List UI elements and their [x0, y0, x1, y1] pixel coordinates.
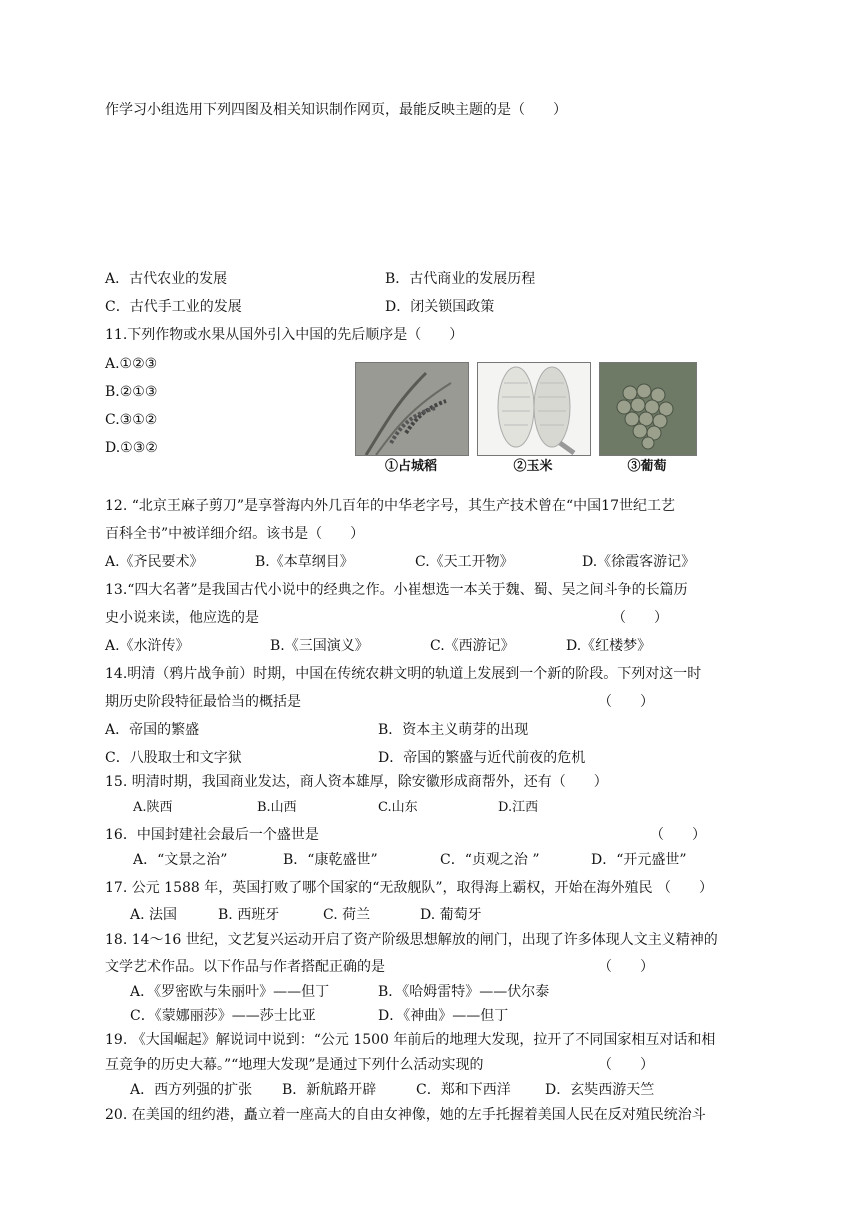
- q13-option-d: D.《红楼梦》: [566, 638, 652, 654]
- q18-stem-line2: 文学艺术作品。以下作品与作者搭配正确的是: [105, 959, 385, 975]
- q10-option-c: C．古代手工业的发展: [105, 299, 242, 315]
- q16-answer-blank: （ ）: [650, 827, 706, 843]
- corn-image: [477, 362, 591, 456]
- q11-option-d: D.①③②: [105, 440, 158, 456]
- q19-option-b: B．新航路开辟: [282, 1082, 377, 1098]
- q19-stem-line1: 19. 《大国崛起》解说词中说到：“公元 1500 年前后的地理大发现，拉开了不同国家相互对话和相: [105, 1032, 716, 1048]
- q13-answer-blank: （ ）: [612, 610, 668, 626]
- q10-option-b: B．古代商业的发展历程: [385, 271, 536, 287]
- q15-option-b: B.山西: [257, 800, 297, 815]
- q11-option-a: A.①②③: [105, 356, 158, 372]
- q12-option-d: D.《徐霞客游记》: [582, 554, 696, 570]
- q13-option-a: A.《水浒传》: [105, 638, 190, 654]
- crops-figure: [341, 358, 761, 480]
- q10-option-a: A．古代农业的发展: [105, 271, 228, 287]
- q15-option-c: C.山东: [378, 800, 418, 815]
- q18-stem-line1: 18. 14～16 世纪，文艺复兴运动开启了资产阶级思想解放的闸门，出现了许多体现人文主义精神的: [105, 932, 718, 948]
- q13-option-c: C.《西游记》: [430, 638, 515, 654]
- q17-option-a: A. 法国: [130, 907, 178, 923]
- q12-stem-line2: 百科全书”中被详细介绍。该书是（ ）: [105, 526, 365, 542]
- q14-option-c: C．八股取士和文字狱: [105, 750, 242, 766]
- q19-answer-blank: （ ）: [598, 1057, 654, 1073]
- q12-stem-line1: 12. “北京王麻子剪刀”是享誉海内外几百年的中华老字号，其生产技术曾在“中国17世纪工艺: [105, 498, 675, 514]
- q18-option-c: C．《蒙娜丽莎》——莎士比亚: [130, 1008, 316, 1024]
- q14-option-b: B．资本主义萌芽的出现: [378, 722, 529, 738]
- q17-option-d: D. 葡萄牙: [420, 907, 482, 923]
- q17-option-b: B. 西班牙: [218, 907, 280, 923]
- q15-option-a: A.陕西: [133, 800, 173, 815]
- q14-answer-blank: （ ）: [598, 694, 654, 710]
- q12-option-a: A.《齐民要术》: [105, 554, 204, 570]
- q16-option-c: C．“贞观之治 ”: [440, 852, 540, 868]
- q16-option-a: A．“文景之治”: [133, 852, 228, 868]
- q20-stem: 20. 在美国的纽约港，矗立着一座高大的自由女神像，她的左手托握着美国人民在反对殖民统治斗: [105, 1107, 706, 1123]
- q18-option-a: A．《罗密欧与朱丽叶》——但丁: [130, 984, 330, 1000]
- q16-option-d: D．“开元盛世”: [591, 852, 687, 868]
- q15-option-d: D.江西: [498, 800, 539, 815]
- q18-option-d: D．《神曲》——但丁: [378, 1008, 509, 1024]
- q13-option-b: B.《三国演义》: [270, 638, 369, 654]
- q14-stem-line2: 期历史阶段特征最恰当的概括是: [105, 694, 301, 710]
- q10-stem: 作学习小组选用下列四图及相关知识制作网页，最能反映主题的是（ ）: [105, 102, 567, 118]
- q11-option-c: C.③①②: [105, 412, 158, 428]
- q14-stem-line1: 14.明清（鸦片战争前）时期，中国在传统农耕文明的轨道上发展到一个新的阶段。下列对这一时: [105, 666, 702, 682]
- grapes-image: [599, 362, 697, 456]
- q17-stem: 17. 公元 1588 年，英国打败了哪个国家的“无敌舰队”，取得海上霸权，开始在海外殖民 （ ）: [105, 880, 714, 896]
- q12-option-c: C.《天工开物》: [415, 554, 514, 570]
- q13-stem-line1: 13.“四大名著”是我国古代小说中的经典之作。小崔想选一本关于魏、蜀、吴之间斗争的长篇历: [105, 582, 688, 598]
- q17-option-c: C. 荷兰: [323, 907, 371, 923]
- q19-option-c: C．郑和下西洋: [416, 1082, 511, 1098]
- caption-grapes: ③葡萄: [627, 459, 667, 474]
- q16-stem: 16．中国封建社会最后一个盛世是: [105, 827, 319, 843]
- q19-stem-line2: 互竞争的历史大幕。”“地理大发现”是通过下列什么活动实现的: [105, 1057, 484, 1073]
- q11-option-b: B.②①③: [105, 384, 158, 400]
- caption-corn: ②玉米: [513, 459, 553, 474]
- q16-option-b: B．“康乾盛世”: [283, 852, 378, 868]
- q14-option-a: A．帝国的繁盛: [105, 722, 200, 738]
- q12-option-b: B.《本草纲目》: [255, 554, 354, 570]
- q10-option-d: D．闭关锁国政策: [385, 299, 495, 315]
- q14-option-d: D．帝国的繁盛与近代前夜的危机: [378, 750, 586, 766]
- rice-image: [355, 362, 469, 456]
- q13-stem-line2: 史小说来读，他应选的是: [105, 610, 259, 626]
- q11-stem: 11.下列作物或水果从国外引入中国的先后顺序是（ ）: [105, 327, 464, 343]
- q18-answer-blank: （ ）: [598, 959, 654, 975]
- q19-option-a: A．西方列强的扩张: [130, 1082, 253, 1098]
- q15-stem: 15. 明清时期，我国商业发达，商人资本雄厚，除安徽形成商帮外，还有（ ）: [105, 774, 608, 790]
- q18-option-b: B．《哈姆雷特》——伏尔泰: [378, 984, 550, 1000]
- q19-option-d: D．玄奘西游天竺: [545, 1082, 655, 1098]
- caption-rice: ①占城稻: [384, 459, 437, 474]
